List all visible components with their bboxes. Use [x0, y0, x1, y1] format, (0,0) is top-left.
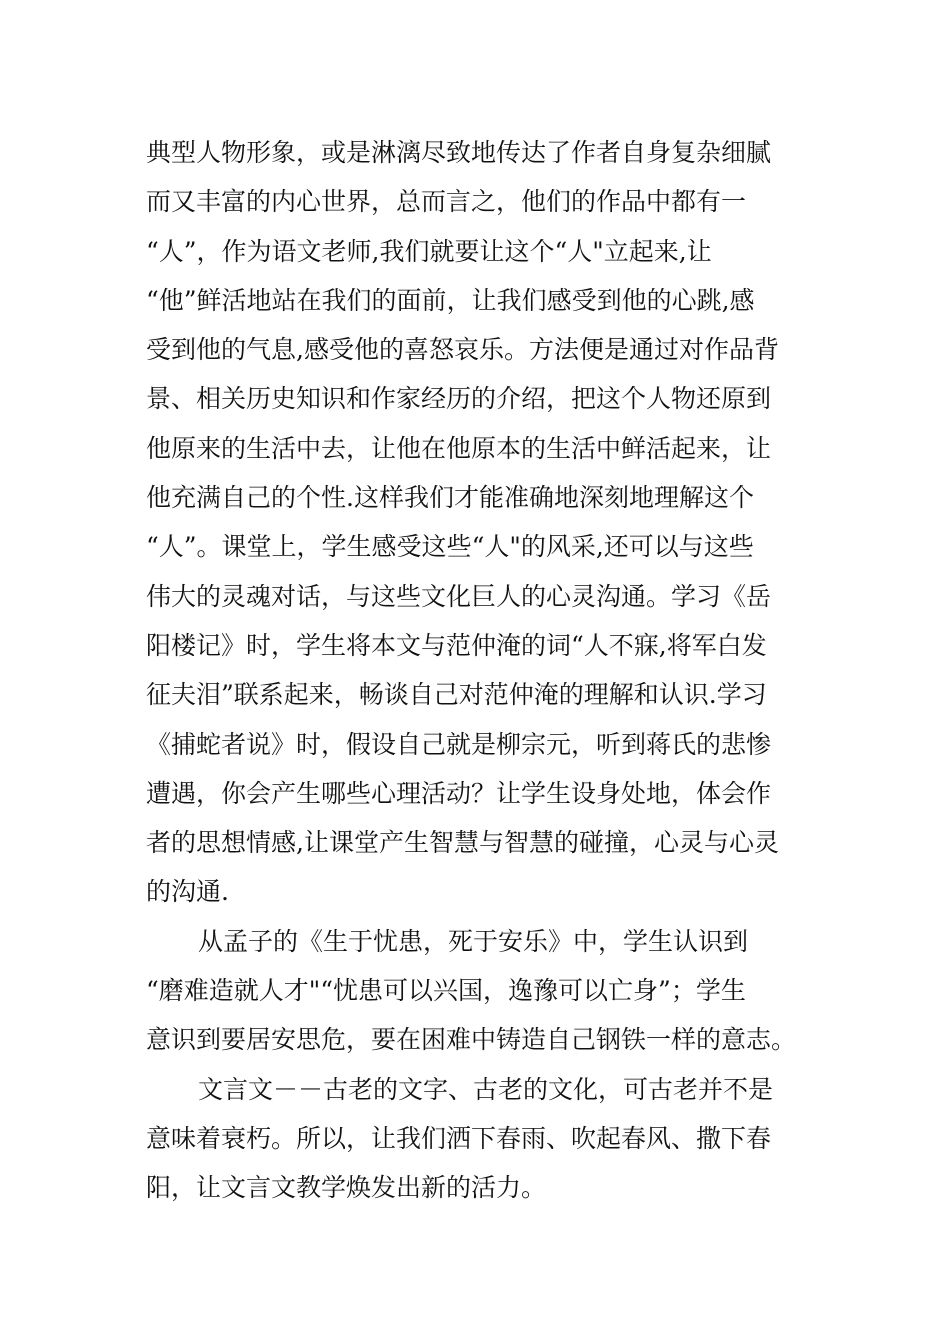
- text-line: 阳楼记》时，学生将本文与范仲淹的词“人不寐,将军白发: [146, 630, 767, 660]
- text-line: 者的思想情感,让课堂产生智慧与智慧的碰撞，心灵与心灵: [146, 828, 779, 858]
- text-line: 阳，让文言文教学焕发出新的活力。: [146, 1173, 547, 1203]
- text-line: “人”，作为语文老师,我们就要让这个“人"立起来,让: [146, 236, 712, 266]
- text-line: “他”鲜活地站在我们的面前，让我们感受到他的心跳,感: [146, 285, 755, 315]
- text-line: 遭遇，你会产生哪些心理活动？让学生设身处地，体会作: [146, 778, 772, 808]
- text-line: 的沟通.: [146, 877, 229, 907]
- text-line: 他充满自己的个性.这样我们才能准确地深刻地理解这个: [146, 483, 754, 513]
- text-line: 文言文－－古老的文字、古老的文化，可古老并不是: [198, 1074, 774, 1104]
- text-line: 而又丰富的内心世界，总而言之，他们的作品中都有一: [146, 187, 747, 217]
- text-line: 从孟子的《生于忧患，死于安乐》中，学生认识到: [198, 926, 749, 956]
- text-line: 征夫泪”联系起来，畅谈自己对范仲淹的理解和认识.学习: [146, 680, 767, 710]
- text-line: 伟大的灵魂对话，与这些文化巨人的心灵沟通。学习《岳: [146, 581, 772, 611]
- paragraph-3: [146, 1065, 806, 1213]
- text-line: “磨难造就人才"“忧患可以兴国，逸豫可以亡身”；学生: [146, 976, 746, 1006]
- text-line: 他原来的生活中去，让他在他原本的生活中鲜活起来，让: [146, 433, 772, 463]
- text-line: 意味着衰朽。所以，让我们洒下春雨、吹起春风、撒下春: [146, 1123, 772, 1153]
- text-line: 意识到要居安思危，要在困难中铸造自己钢铁一样的意志。: [146, 1025, 797, 1055]
- text-line: 景、相关历史知识和作家经历的介绍，把这个人物还原到: [146, 384, 772, 414]
- paragraph-2: [146, 917, 806, 1065]
- text-line: 典型人物形象，或是淋漓尽致地传达了作者自身复杂细腻: [146, 138, 772, 167]
- text-line: 受到他的气息,感受他的喜怒哀乐。方法便是通过对作品背: [146, 335, 779, 365]
- text-line: “人”。课堂上，学生感受这些“人"的风采,还可以与这些: [146, 532, 754, 562]
- text-line: 《捕蛇者说》时，假设自己就是柳宗元，听到蒋氏的悲惨: [146, 729, 772, 759]
- paragraph-1: [146, 128, 806, 917]
- body-text: [146, 128, 806, 1213]
